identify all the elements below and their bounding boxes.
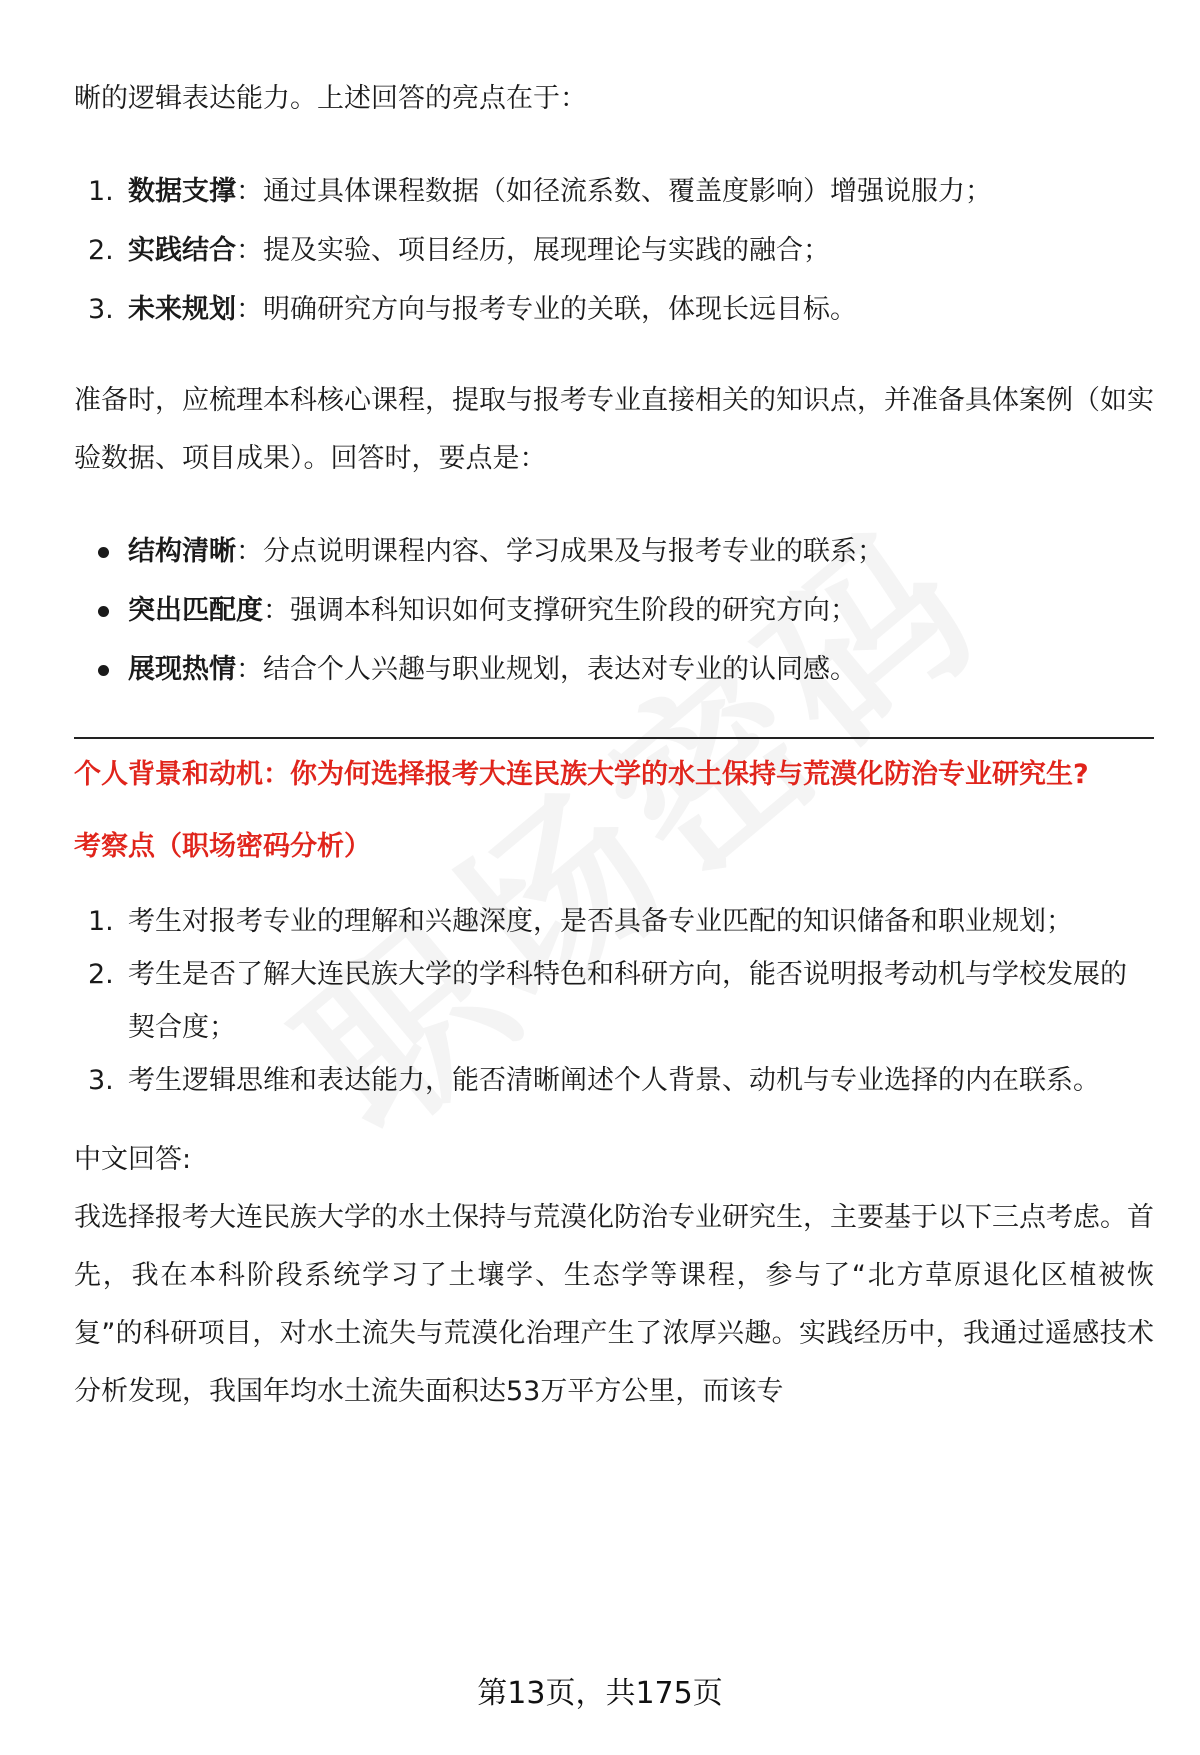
list-number: 1. [88,906,114,937]
list-text: ：强调本科知识如何支撑研究生阶段的研究方向； [263,595,857,626]
list-number: 2. [88,235,114,266]
list-number: 3. [88,1065,114,1096]
bullet-icon [98,606,109,617]
analysis-heading: 考察点（职场密码分析） [74,831,371,862]
answer-label: 中文回答: [74,1144,192,1175]
list-term: 数据支撑 [128,176,236,207]
analysis-list [74,895,1154,1107]
highlights-list [74,162,1154,339]
list-number: 1. [88,176,114,207]
list-item [74,280,1154,339]
list-text: ：提及实验、项目经历，展现理论与实践的融合； [236,235,830,266]
list-item [74,522,1154,581]
list-term: 结构清晰 [128,536,236,567]
bullet-icon [98,547,109,558]
list-item [74,948,1154,1054]
list-term: 展现热情 [128,654,236,685]
list-text: ：通过具体课程数据（如径流系数、覆盖度影响）增强说服力； [236,176,992,207]
list-number: 3. [88,294,114,325]
prep-paragraph: 准备时，应梳理本科核心课程，提取与报考专业直接相关的知识点，并准备具体案例（如实验数据、项目成果）。回答时，要点是： [74,385,1154,474]
list-text: ：分点说明课程内容、学习成果及与报考专业的联系； [236,536,884,567]
list-term: 实践结合 [128,235,236,266]
list-item [74,581,1154,640]
question-heading: 个人背景和动机：你为何选择报考大连民族大学的水土保持与荒漠化防治专业研究生? [74,759,1089,790]
section-divider [74,737,1154,739]
list-term: 突出匹配度 [128,595,263,626]
list-text: 考生是否了解大连民族大学的学科特色和科研方向，能否说明报考动机与学校发展的契合度； [128,959,1127,1043]
list-item [74,895,1154,948]
list-item [74,640,1154,699]
list-term: 未来规划 [128,294,236,325]
list-item [74,221,1154,280]
list-item [74,1054,1154,1107]
tips-list [74,522,1154,699]
bullet-icon [98,665,109,676]
list-text: 考生逻辑思维和表达能力，能否清晰阐述个人背景、动机与专业选择的内在联系。 [128,1065,1100,1096]
intro-line: 晰的逻辑表达能力。上述回答的亮点在于： [74,83,587,114]
list-text: 考生对报考专业的理解和兴趣深度，是否具备专业匹配的知识储备和职业规划； [128,906,1073,937]
list-number: 2. [88,959,114,990]
page-content [74,70,1154,1421]
answer-text: 我选择报考大连民族大学的水土保持与荒漠化防治专业研究生，主要基于以下三点考虑。首先，我在本科阶段系统学习了土壤学、生态学等课程，参与了“北方草原退化区植被恢复”的科研项目，对水土流失与荒漠化治理产生了浓厚兴趣。实践经历中，我通过遥感技术分析发现，我国年均水土流失面积达53万平方公里，而该专 [74,1202,1154,1407]
list-text: ：结合个人兴趣与职业规划，表达对专业的认同感。 [236,654,857,685]
list-text: ：明确研究方向与报考专业的关联，体现长远目标。 [236,294,857,325]
list-item [74,162,1154,221]
page-footer: 第13页，共175页 [477,1676,723,1711]
